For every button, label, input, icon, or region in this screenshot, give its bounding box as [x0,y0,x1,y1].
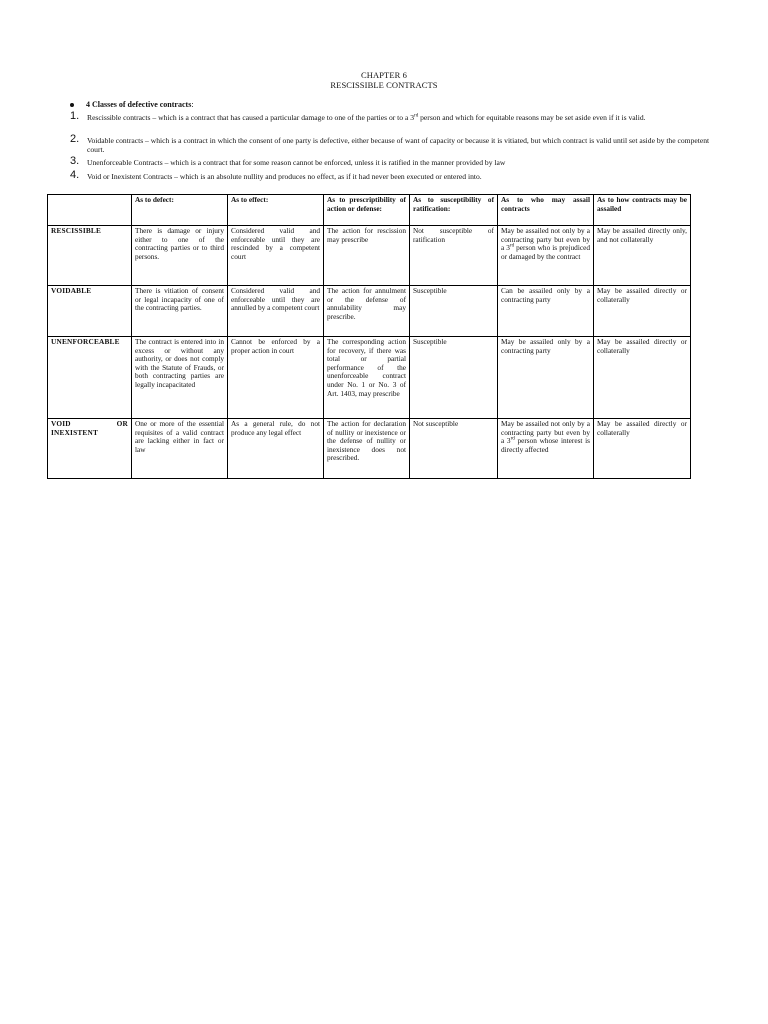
table-cell: Not susceptible [410,419,498,479]
table-cell: The action for rescission may prescribe [324,226,410,286]
table-row [48,286,691,337]
item-text-main: Rescissible contracts – which is a contract that has caused a particular damage to one of the parties or to a 3 [87,113,415,122]
table-cell: The action for annulment or the defense of annulability may prescribe. [324,286,410,337]
item-text [87,113,720,122]
header-cell-how-assailed: As to how contracts may be assailed [594,195,691,226]
header-cell-ratification: As to susceptibility of ratification: [410,195,498,226]
table-cell: There is damage or injury either to one of the contracting parties or to third persons. [132,226,228,286]
table-row [48,419,691,479]
table-cell: Cannot be enforced by a proper action in court [228,337,324,419]
item-text: Void or Inexistent Contracts – which is an absolute nullity and produces no effect, as if it had never been executed or entered into. [87,172,482,181]
table-cell: Susceptible [410,337,498,419]
cell-text-tail: person who is prejudiced or damaged by the contract [501,243,590,261]
table-cell: May be assailed directly only, and not collaterally [594,226,691,286]
item-number: 2. [70,133,80,145]
item-text-tail: person and which for equitable reasons may be set aside even if it is valid. [418,113,646,122]
table-row [48,226,691,286]
cell-text-tail: person whose interest is directly affected [501,436,590,454]
table-cell: The action for declaration of nullity or inexistence or the defense of nullity or inexistence does not prescribed. [324,419,410,479]
chapter-title: CHAPTER 6 [360,70,407,80]
table-cell: As a general rule, do not produce any legal effect [228,419,324,479]
cell-text: May be assailed not only by a contracting party but even by a 3 [501,419,590,446]
classes-heading-tail: : [191,100,194,109]
item-number: 1. [70,110,80,122]
header-cell-blank [48,195,132,226]
header-cell-defect: As to defect: [132,195,228,226]
table-cell: Susceptible [410,286,498,337]
row-label: VOIDABLE [48,286,132,337]
table-cell [498,419,594,479]
classes-heading: 4 Classes of defective contracts [86,100,192,109]
table-cell: May be assailed directly or collaterally [594,419,691,479]
table-cell: Can be assailed only by a contracting party [498,286,594,337]
row-label: VOID OR INEXISTENT [48,419,132,479]
table-cell: May be assailed directly or collaterally [594,337,691,419]
bullet-icon [70,103,74,107]
cell-superscript: rd [510,436,515,442]
row-label: UNENFORCEABLE [48,337,132,419]
table-cell: The contract is entered into in excess or without any authority, or does not comply with the Statute of Frauds, or both contracting parties are legally incapacitated [132,337,228,419]
class-item-4 [70,169,720,181]
table-cell: Not susceptible of ratification [410,226,498,286]
contracts-comparison-table [47,194,691,479]
item-text: Unenforceable Contracts – which is a contract that for some reason cannot be enforced, unless it is ratified in the manner provided by law [87,158,506,167]
table-cell: Considered valid and enforceable until they are rescinded by a competent court [228,226,324,286]
cell-superscript: rd [509,243,515,249]
table-row [48,337,691,419]
class-item-1 [70,110,720,122]
item-superscript: rd [414,113,419,119]
table-header-row [48,195,691,226]
item-number: 4. [70,169,80,181]
item-number: 3. [70,155,80,167]
cell-text: May be assailed not only by a contracting party but even by a 3 [501,226,590,253]
class-item-3 [70,155,720,167]
row-label: RESCISSIBLE [48,226,132,286]
table-cell: One or more of the essential requisites of a valid contract are lacking either in fact or law [132,419,228,479]
item-text: Voidable contracts – which is a contract in which the consent of one party is defective, either because of want of capacity or because it is vitiated, but which contract is valid until set aside by the competent court. [87,136,710,154]
classes-heading-row [70,100,194,109]
table-cell [498,226,594,286]
header-cell-who-may-assail: As to who may assail contracts [498,195,594,226]
table-cell: May be assailed directly or collaterally [594,286,691,337]
chapter-subtitle: RESCISSIBLE CONTRACTS [330,80,438,90]
class-item-2 [70,133,720,154]
table-cell: Considered valid and enforceable until they are annulled by a competent court [228,286,324,337]
header-cell-prescriptibility: As to prescriptibility of action or defense: [324,195,410,226]
table-cell: The corresponding action for recovery, if there was total or partial performance of the unenforceable contract under No. 1 or No. 3 of Art. 1403, may prescribe [324,337,410,419]
table-cell: There is vitiation of consent or legal incapacity of one of the contracting parties. [132,286,228,337]
header-cell-effect: As to effect: [228,195,324,226]
table-cell: May be assailed only by a contracting party [498,337,594,419]
